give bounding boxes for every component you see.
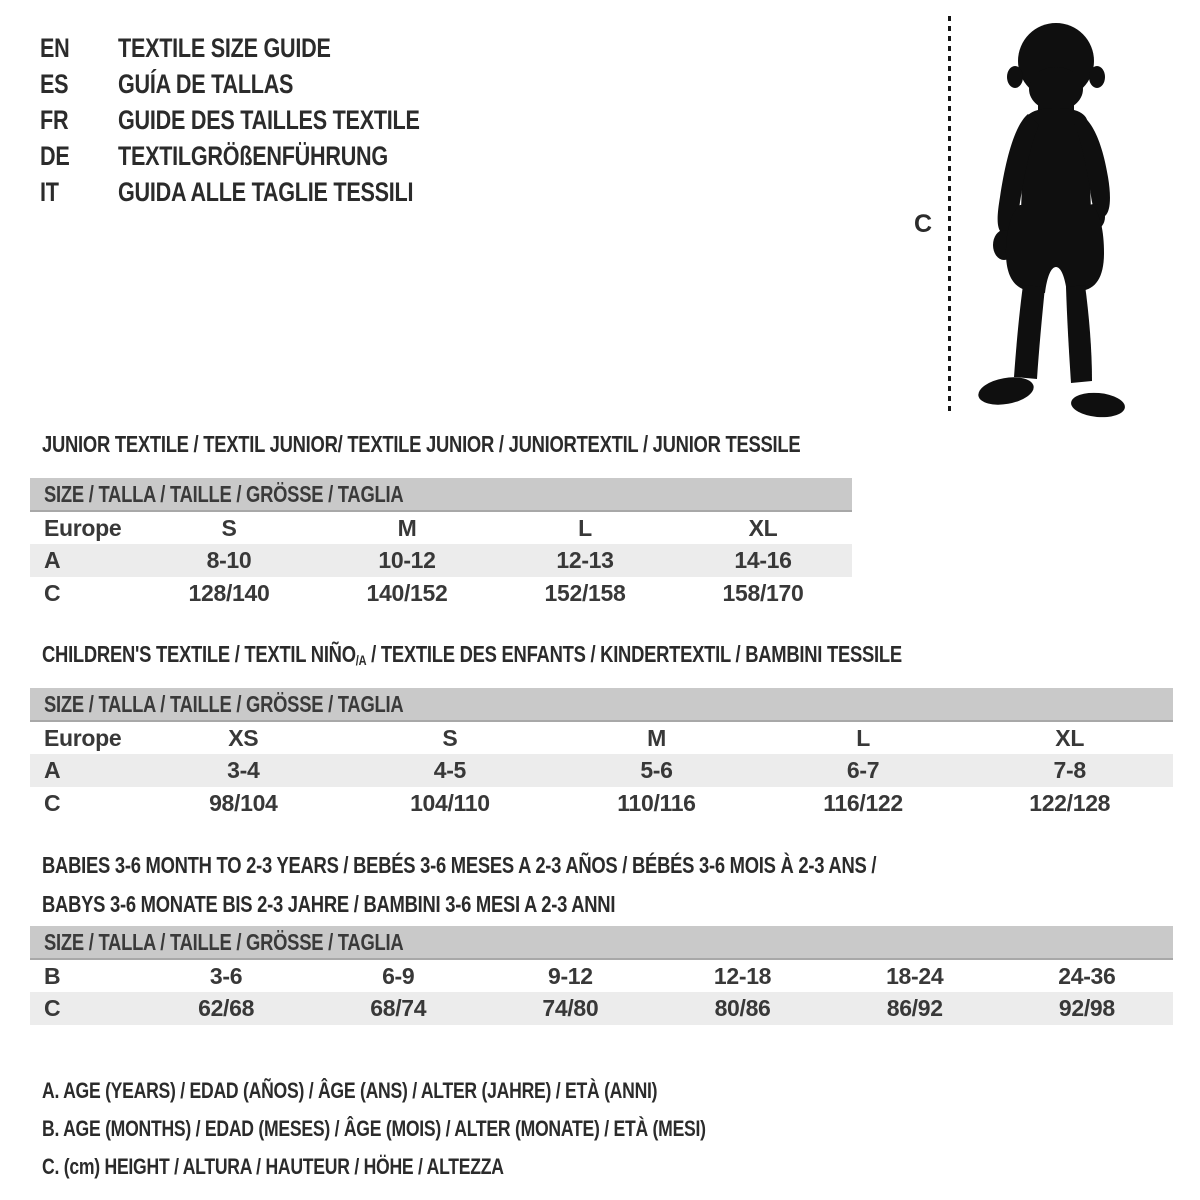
babies-section-title [42,846,1085,924]
lang-title: GUIDA ALLE TAGLIE TESSILI [118,176,414,207]
value-cell: 5-6 [640,757,673,783]
babies-title-line-2: BABYS 3-6 MONATE BIS 2-3 JAHRE / BAMBINI 3-6 MESI A 2-3 ANNI [42,891,616,917]
value-cell: 12-13 [556,547,614,573]
value-cell: 62/68 [198,995,255,1021]
size-cell: XL [1055,724,1085,751]
table-row-height [30,992,1173,1025]
lang-code: FR [40,104,69,135]
lang-title: GUÍA DE TALLAS [118,68,294,99]
size-cell: XS [228,724,259,751]
legend-line-age-months: B. AGE (MONTHS) / EDAD (MESES) / ÂGE (MOIS) / ALTER (MONATE) / ETÀ (MESI) [42,1116,706,1141]
value-cell: 92/98 [1058,995,1115,1021]
size-header-row [30,478,852,511]
table-row-age [30,754,1173,787]
babies-size-table [30,926,1173,1025]
size-cell: L [578,514,592,541]
size-cell: XL [748,514,778,541]
size-cell: M [647,724,666,751]
junior-size-table [30,478,852,610]
babies-title-line-1: BABIES 3-6 MONTH TO 2-3 YEARS / BEBÉS 3-6 MESES A 2-3 AÑOS / BÉBÉS 3-6 MOIS À 2-3 ANS / [42,852,877,878]
size-cell: L [856,724,870,751]
value-cell: 104/110 [410,790,490,816]
children-size-table [30,688,1173,820]
header-entry [40,30,495,66]
children-title-sub: /A [355,653,367,669]
size-header-text: SIZE / TALLA / TAILLE / GRÖSSE / TAGLIA [44,480,404,507]
size-header-row [30,926,1173,959]
row-label: C [44,995,61,1021]
value-cell: 86/92 [886,995,943,1021]
size-header-text: SIZE / TALLA / TAILLE / GRÖSSE / TAGLIA [44,928,404,955]
value-cell: 10-12 [378,547,436,573]
value-cell: 128/140 [188,580,270,606]
lang-code: EN [40,32,70,63]
value-cell: 140/152 [366,580,448,606]
value-cell: 4-5 [433,757,467,783]
toddler-silhouette-icon [968,18,1136,420]
row-label: A [44,547,61,573]
legend [42,1072,872,1186]
children-section-title [42,640,902,675]
size-cell: M [397,514,417,541]
row-label: B [44,962,61,989]
legend-line-height-cm: C. (cm) HEIGHT / ALTURA / HAUTEUR / HÖHE / ALTEZZA [42,1154,504,1179]
value-cell: 122/128 [1029,790,1111,816]
size-header-band [30,688,1173,721]
value-cell: 152/158 [544,580,626,606]
row-label: Europe [44,724,122,751]
header-entry [40,174,495,210]
row-label: C [44,580,61,606]
size-header-band [30,478,852,511]
value-cell: 9-12 [548,962,593,989]
value-cell: 68/74 [370,995,427,1021]
lang-code: ES [40,68,69,99]
row-label: A [44,757,61,783]
value-cell: 6-9 [382,962,415,989]
height-measure-line [948,16,951,416]
value-cell: 6-7 [846,757,880,783]
value-cell: 80/86 [714,995,771,1021]
language-header [40,30,495,210]
value-cell: 8-10 [206,547,252,573]
children-title-rest: / TEXTILE DES ENFANTS / KINDERTEXTIL / BAMBINI TESSILE [366,641,902,667]
height-measure-label: C [914,210,932,238]
size-cell: S [442,724,458,751]
legend-line-age-years: A. AGE (YEARS) / EDAD (AÑOS) / ÂGE (ANS) / ALTER (JAHRE) / ETÀ (ANNI) [42,1078,658,1103]
header-entry [40,102,495,138]
value-cell: 116/122 [823,790,903,816]
value-cell: 158/170 [722,580,804,606]
value-cell: 74/80 [542,995,599,1021]
children-title-main: CHILDREN'S TEXTILE / TEXTIL NIÑO [42,641,356,667]
junior-section-title: JUNIOR TEXTILE / TEXTIL JUNIOR/ TEXTILE JUNIOR / JUNIORTEXTIL / JUNIOR TESSILE [42,431,801,457]
value-cell: 14-16 [734,547,792,573]
value-cell: 3-6 [209,962,243,989]
table-row-europe [30,511,852,544]
table-row-europe [30,721,1173,754]
value-cell: 110/116 [617,790,696,816]
lang-title: GUIDE DES TAILLES TEXTILE [118,104,420,135]
header-entry [40,138,495,174]
value-cell: 7-8 [1053,757,1086,783]
size-header-band [30,926,1173,959]
value-cell: 18-24 [886,962,944,989]
lang-title: TEXTILE SIZE GUIDE [118,32,331,63]
header-entry [40,66,495,102]
table-row-height [30,787,1173,820]
table-row-height [30,577,852,610]
row-label: Europe [44,514,122,541]
lang-code: DE [40,140,70,171]
table-row-months [30,959,1173,992]
lang-title: TEXTILGRÖßENFÜHRUNG [118,140,388,171]
value-cell: 98/104 [209,790,278,816]
value-cell: 24-36 [1058,962,1116,989]
lang-code: IT [40,176,59,207]
table-row-age [30,544,852,577]
size-header-text: SIZE / TALLA / TAILLE / GRÖSSE / TAGLIA [44,690,404,717]
size-header-row [30,688,1173,721]
value-cell: 12-18 [713,962,772,989]
value-cell: 3-4 [227,757,260,783]
row-label: C [44,790,61,816]
size-cell: S [221,514,237,541]
